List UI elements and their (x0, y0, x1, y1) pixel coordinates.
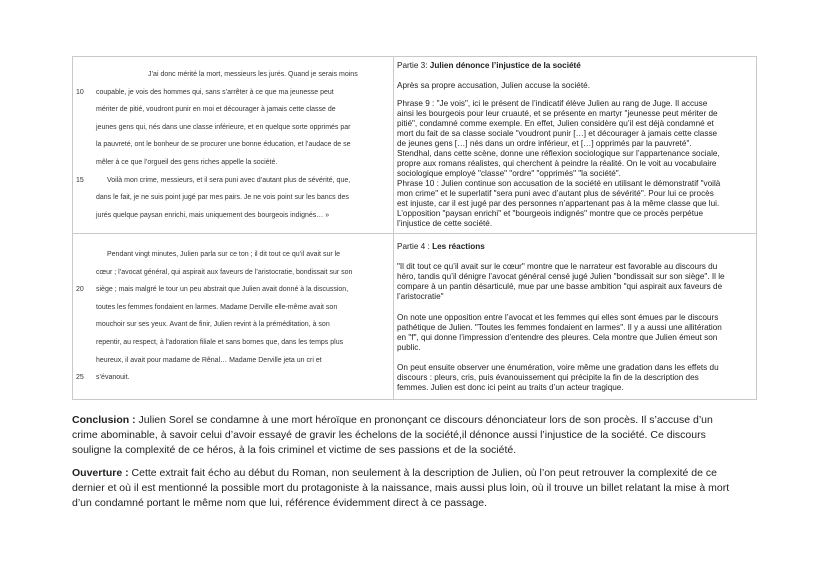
section-label: Partie 3: (397, 61, 428, 70)
excerpt-line (76, 246, 391, 264)
line-number (76, 334, 96, 352)
excerpt-line-text: cœur ; l’avocat général, qui aspirait aux faveurs de l’aristocratie, bondissait sur son (96, 268, 353, 276)
analysis-line: pathétique de Julien. "Toutes les femmes fondaient en larmes". Il y a aussi une allitération (397, 323, 722, 332)
row-divider (73, 233, 756, 234)
section-heading: Julien dénonce l’injustice de la société (429, 61, 581, 70)
analysis-line: compare à un pantin désarticulé, mue par une basse ambition "qui aspirait aux faveurs de (397, 282, 723, 291)
line-number: 10 (76, 88, 84, 96)
analysis-line: Après sa propre accusation, Julien accuse la société. (397, 81, 590, 90)
analysis-line: femmes. Julien est donc ici peint au traits d’un acteur tragique. (397, 383, 624, 392)
analysis-line: On note une opposition entre l’avocat et les femmes qui elles sont émues par le discours (397, 313, 719, 322)
analysis-line: "Il dit tout ce qu’il avait sur le cœur" montre que le narrateur est favorable au discours du (397, 262, 718, 271)
analysis-paragraph (397, 363, 754, 393)
excerpt-line-text: J’ai donc mérité la mort, messieurs les jurés. Quand je serais moins (148, 71, 358, 78)
excerpt-line-text: jeunes gens qui, nés dans une classe inférieure, et en quelque sorte opprimés par (96, 123, 351, 131)
excerpt-line-text: dans le fait, je ne suis point jugé par mes pairs. Je ne vois point sur les bancs des (96, 194, 349, 202)
excerpt-line (76, 119, 391, 137)
excerpt-line (76, 299, 391, 317)
analysis-line: est injuste, car il est jugé par des personnes n’appartenant pas à la même classe que lui. (397, 199, 720, 208)
analysis-paragraph (397, 262, 754, 302)
conclusion-label: Conclusion : (72, 414, 136, 426)
analysis-paragraph (397, 313, 754, 353)
line-number (76, 246, 96, 264)
analysis-line: l’aristocratie" (397, 292, 444, 301)
excerpt-line-text: repentir, au respect, à l’adoration filiale et sans bornes que, dans les temps plus (96, 338, 344, 346)
ouverture-line: dernier et où il est mentionné la possible mort du protagoniste à la naissance, mais aussi plus loin, où il trouve un billet relatant la mise à mort (72, 482, 730, 494)
analysis-line: mon crime" et le superlatif "sera puni avec d’autant plus de sévérité". Pour lui ce procès (397, 189, 714, 198)
excerpt-line-text: siège ; mais malgré le tour un peu abstrait que Julien avait donné à la discussion, (96, 286, 349, 294)
excerpt-line-text: jurés quelque paysan enrichi, mais uniquement des bourgeois indignés… » (96, 211, 330, 219)
conclusion-paragraph (72, 413, 812, 458)
conclusion-line: souligne la complexité de ce héros, à la fois criminel et victime de ses passions et de la société. (72, 444, 517, 456)
line-number (76, 119, 96, 137)
excerpt-line-text: mêler à ce que l’orgueil des gens riches appelle la société. (96, 158, 278, 166)
excerpt-line (76, 264, 391, 282)
line-number (76, 154, 96, 172)
analysis-line: héro, tandis qu’il dénigre l’avocat général censé jugé Julien "bondissait sur son siège". Il le (397, 272, 725, 281)
analysis-line: Stendhal, dans cette scène, donne une réflexion sociologique sur l’appartenance sociale, (397, 149, 720, 158)
analysis-paragraph (397, 81, 754, 91)
conclusion-text: Julien Sorel se condamne à une mort héroïque en prononçant ce discours dénonciateur lors de son procès. Il s’accuse d’un (138, 414, 713, 426)
excerpt-line-text: coupable, je vois des hommes qui, sans s’arrêter à ce que ma jeunesse peut (96, 88, 334, 96)
column-divider (393, 57, 394, 399)
excerpt-line (76, 316, 391, 334)
excerpt-line (76, 352, 391, 370)
analysis-line: public. (397, 343, 421, 352)
line-number: 25 (76, 374, 84, 382)
analysis-line: discours : pleurs, cris, puis évanouissement qui précipite la fin de la description des (397, 373, 699, 382)
analysis-line: sociologique employé "classe" "ordre" "opprimés" "la société". (397, 169, 621, 178)
analysis-line: en "f", qui donne l’impression d’entendre des pleures. Cela montre que Julien émeut son (397, 333, 718, 342)
section-heading: Les réactions (432, 242, 485, 251)
excerpt-line-text: mouchoir sur ses yeux. Avant de finir, Julien revint à la préméditation, à son (96, 321, 330, 329)
line-number (76, 66, 96, 84)
line-number (76, 264, 96, 282)
ouverture-text: Cette extrait fait écho au début du Roman, non seulement à la description de Julien, où l’on peut retrouver la complexité de ce (131, 467, 717, 479)
analysis-line: On peut ensuite observer une énumération, voire même une gradation dans les effets du (397, 363, 719, 372)
analysis-paragraph (397, 99, 754, 229)
analysis-line: de jeunes gens […] nés dans un ordre inférieur, et […] opprimés par la pauvreté". (397, 139, 692, 148)
line-number (76, 352, 96, 370)
analysis-cell-part3 (397, 61, 754, 229)
ouverture-line: d’un condamné portant le même nom que lui, référence évidemment direct à ce passage. (72, 497, 487, 509)
excerpt-line (76, 369, 391, 387)
excerpt-line-text: toutes les femmes fondaient en larmes. Madame Derville elle-même avait son (96, 303, 338, 311)
analysis-line: mort du fait de sa classe sociale "voudront punir […] et décourager à jamais cette classe (397, 129, 718, 138)
section-title (397, 242, 754, 252)
ouverture-line (72, 466, 812, 481)
excerpt-line-text: mériter de pitié, voudront punir en moi et décourager à jamais cette classe de (96, 106, 336, 114)
line-number (76, 316, 96, 334)
excerpt-line (76, 66, 391, 84)
line-number: 15 (76, 176, 84, 184)
analysis-line: l’injustice de cette société. (397, 219, 493, 228)
excerpt-line (76, 154, 391, 172)
analysis-line: L’opposition "paysan enrichi" et "bourgeois indignés" montre que ce procès perpétue (397, 209, 704, 218)
analysis-line: pitié", condamné comme exemple. En effet, Julien considère qu’il est déjà condamné et (397, 119, 714, 128)
section-title (397, 61, 754, 71)
excerpt-line-text: heureux, il avait pour madame de Rênal… Madame Derville jeta un cri et (96, 356, 322, 364)
analysis-cell-part4 (397, 242, 754, 393)
line-number (76, 101, 96, 119)
excerpt-line-text: Pendant vingt minutes, Julien parla sur ce ton ; il dit tout ce qu’il avait sur le (107, 251, 341, 258)
excerpt-cell-part3 (76, 66, 391, 224)
excerpt-line-text: la pauvreté, ont le bonheur de se procurer une bonne éducation, et l’audace de se (96, 141, 351, 149)
analysis-line: Phrase 9 : "Je vois", ici le présent de l’indicatif élève Julien au rang de Juge. Il accuse (397, 99, 708, 108)
analysis-line: Phrase 10 : Julien continue son accusation de la société en utilisant le démonstratif "voilà (397, 179, 721, 188)
excerpt-line (76, 172, 391, 190)
excerpt-line (76, 207, 391, 225)
conclusion-line (72, 413, 812, 428)
line-number (76, 299, 96, 317)
excerpt-line (76, 84, 391, 102)
excerpt-line-text: Voilà mon crime, messieurs, et il sera puni avec d’autant plus de sévérité, que, (107, 176, 351, 184)
excerpt-line-text: s’évanouit. (96, 374, 130, 382)
excerpt-cell-part4 (76, 246, 391, 387)
excerpt-line (76, 189, 391, 207)
excerpt-line (76, 101, 391, 119)
ouverture-paragraph (72, 466, 812, 511)
section-label: Partie 4 : (397, 242, 430, 251)
excerpt-line (76, 281, 391, 299)
conclusion-line: crime abominable, à savoir celui d’avoir essayé de gravir les échelons de la société,il dénonce aussi l’injustice de la société. Ce discours (72, 429, 706, 441)
analysis-line: ainsi les bourgeois pour leur cruauté, et se présente en martyr "jeunesse peut mériter de (397, 109, 718, 118)
analysis-line: propre aux romans réalistes, qui cherchent à peindre la réalité. On le voit au vocabulaire (397, 159, 717, 168)
line-number (76, 136, 96, 154)
line-number (76, 189, 96, 207)
excerpt-line (76, 334, 391, 352)
ouverture-label: Ouverture : (72, 467, 129, 479)
line-number: 20 (76, 286, 84, 294)
excerpt-line (76, 136, 391, 154)
line-number (76, 207, 96, 225)
